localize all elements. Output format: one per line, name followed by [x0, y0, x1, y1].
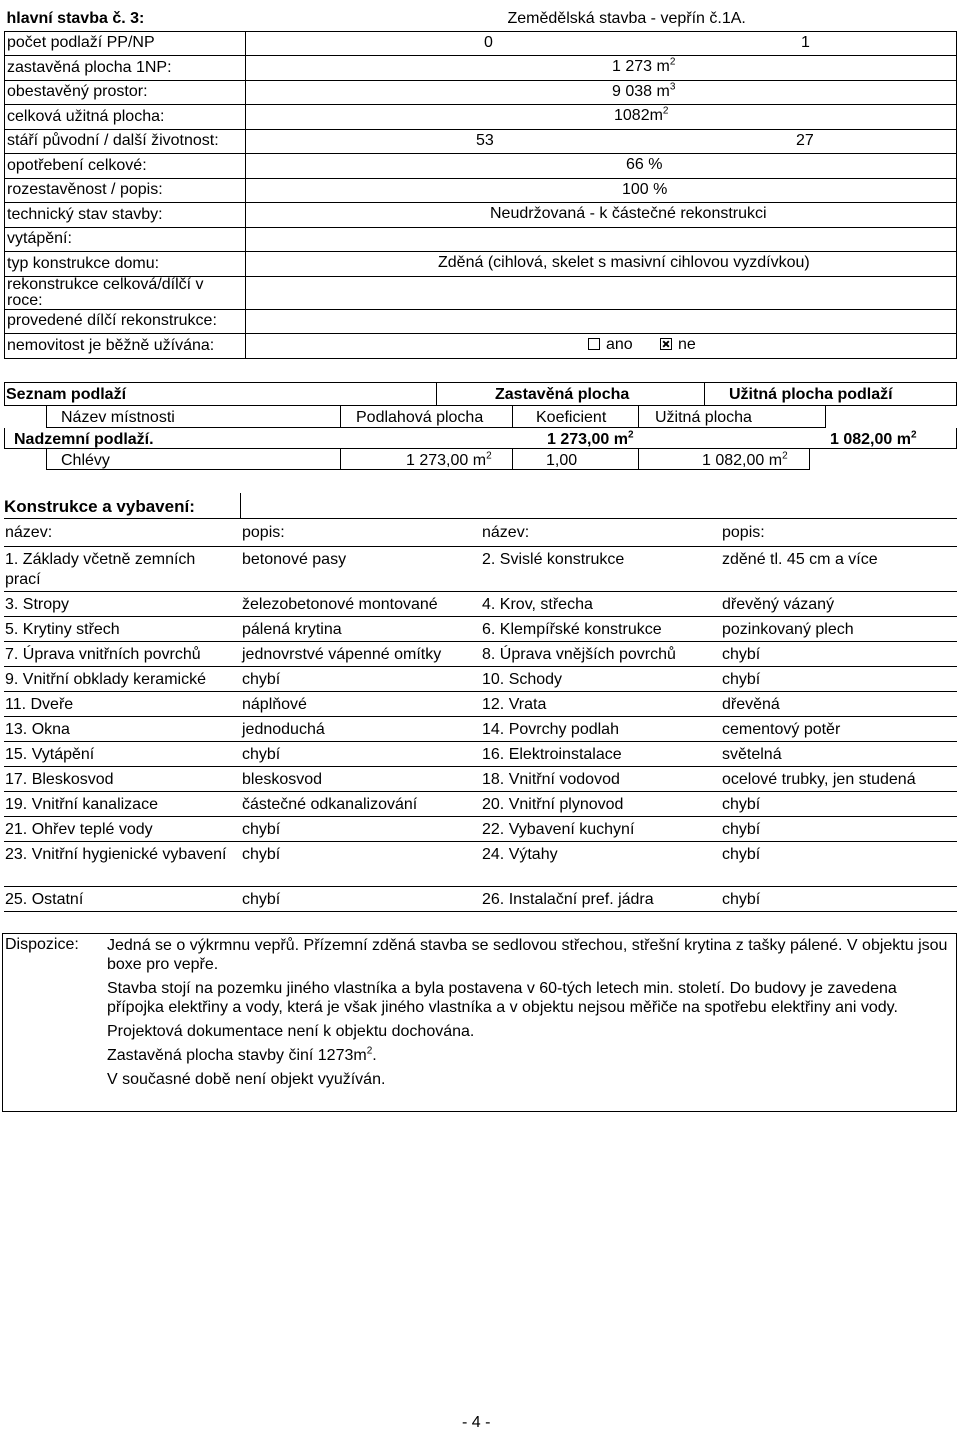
age-value: 53	[476, 131, 494, 149]
condition-label: technický stav stavby:	[5, 203, 246, 228]
construction-name: 24. Výtahy	[482, 846, 558, 863]
volume-value: 9 038 $m^3$	[612, 81, 676, 100]
disposition-p2: Stavba stojí na pozemku jiného vlastníka a byla postavena v 60-tých letech min. století. Do budovy je zavedena přípojka elektřiny a vody, která je však jiného vlastníka a v objektu nejsou měřiče na spotřebu elektřiny ani vody.	[107, 980, 898, 1016]
construction-name: 1. Základy včetně zemních prací	[5, 551, 196, 588]
floors-value-cell	[246, 31, 957, 56]
divider	[340, 449, 341, 470]
inuse-no-option[interactable]: ne	[660, 337, 696, 353]
condition-value: Neudržovaná - k částečné rekonstrukci	[490, 205, 767, 222]
floors-pp: 0	[484, 33, 493, 51]
construction-desc: dřevěný vázaný	[722, 596, 835, 613]
completion-cell	[246, 178, 957, 203]
divider	[240, 493, 241, 519]
construction-name: 20. Vnitřní plynovod	[482, 796, 624, 813]
construction-value: Zděná (cihlová, skelet s masivní cihlovou vyzdívkou)	[438, 254, 810, 271]
disposition-label: Dispozice:	[5, 936, 79, 953]
completion-row	[5, 178, 957, 203]
construction-row	[4, 842, 957, 887]
construction-name: 13. Okna	[5, 721, 70, 738]
construction-desc: světelná	[722, 746, 782, 763]
checkbox-empty-icon	[588, 338, 600, 350]
construction-desc: bleskosvod	[242, 771, 323, 788]
construction-desc: betonové pasy	[242, 551, 347, 568]
construction-desc: náplňové	[242, 696, 307, 713]
divider	[704, 382, 705, 406]
heating-row	[5, 227, 957, 252]
construction-desc: chybí	[722, 821, 761, 838]
inuse-row	[5, 334, 957, 359]
construction-name: 17. Bleskosvod	[5, 771, 114, 788]
construction-label: typ konstrukce domu:	[5, 252, 246, 277]
construction-name: 19. Vnitřní kanalizace	[5, 796, 158, 813]
heating-value	[246, 227, 957, 252]
construction-name: 16. Elektroinstalace	[482, 746, 622, 763]
construction-desc: jednoduchá	[242, 721, 325, 738]
construction-name: 3. Stropy	[5, 596, 70, 613]
floor-builtup: 1 273,00 $m^2$	[547, 429, 634, 448]
floor-name: Nadzemní podlaží.	[14, 431, 154, 448]
construction-desc: částečné odkanalizování	[242, 796, 418, 813]
coef-heading: Koeficient	[536, 409, 607, 426]
name-heading: název:	[482, 524, 530, 541]
divider	[436, 382, 437, 406]
usable-cell	[246, 105, 957, 130]
divider	[638, 449, 639, 470]
age-cell	[246, 129, 957, 154]
usable-label: celková užitná plocha:	[5, 105, 246, 130]
partial-value	[246, 309, 957, 334]
floors-list-heading: Seznam podlaží	[6, 386, 127, 403]
construction-desc: chybí	[242, 846, 281, 863]
construction-desc: chybí	[722, 891, 761, 908]
divider	[638, 405, 639, 428]
page-number: - 4 -	[462, 1414, 491, 1431]
construction-row	[4, 792, 957, 817]
construction-desc: pozinkovaný plech	[722, 621, 854, 638]
disposition-p3: Projektová dokumentace není k objektu dochována.	[107, 1023, 475, 1040]
floor-area-heading: Podlahová plocha	[356, 409, 484, 426]
condition-row	[5, 203, 957, 228]
inuse-label: nemovitost je běžně užívána:	[5, 334, 246, 359]
room-usable: 1 082,00 $m^2$	[702, 450, 788, 469]
divider	[4, 518, 957, 519]
construction-name: 21. Ohřev teplé vody	[5, 821, 153, 838]
building-name-cell	[246, 7, 957, 31]
room-name-heading: Název místnosti	[61, 409, 175, 426]
construction-desc: chybí	[722, 796, 761, 813]
construction-desc: chybí	[242, 821, 281, 838]
construction-desc: železobetonové montované	[242, 596, 438, 613]
construction-desc: zděné tl. 45 cm a více	[722, 551, 878, 568]
constructions-header	[4, 522, 957, 547]
usable-row	[5, 105, 957, 130]
condition-cell	[246, 203, 957, 228]
usable-heading: Užitná plocha podlaží	[729, 386, 893, 403]
construction-name: 6. Klempířské konstrukce	[482, 621, 662, 638]
disposition-p4: Zastavěná plocha stavby činí $1273m^2$.	[107, 1045, 377, 1064]
construction-row	[4, 667, 957, 692]
construction-desc: cementový potěr	[722, 721, 841, 738]
construction-row	[4, 887, 957, 912]
construction-name: 7. Úprava vnitřních povrchů	[5, 646, 201, 663]
construction-name: 14. Povrchy podlah	[482, 721, 619, 738]
construction-name: 8. Úprava vnějších povrchů	[482, 646, 676, 663]
volume-label: obestavěný prostor:	[5, 80, 246, 105]
construction-desc: chybí	[242, 891, 281, 908]
floors-section	[4, 382, 957, 470]
disposition-text	[107, 936, 953, 1094]
builtup-heading: Zastavěná plocha	[495, 386, 630, 403]
construction-name: 2. Svislé konstrukce	[482, 551, 625, 568]
completion-label: rozestavěnost / popis:	[5, 178, 246, 203]
room-coef: 1,00	[546, 452, 578, 469]
construction-desc: chybí	[242, 671, 281, 688]
construction-row	[5, 252, 957, 277]
building-row	[5, 7, 957, 31]
inuse-cell	[246, 334, 957, 359]
reconstruction-label: rekonstrukce celková/dílčí v roce:	[5, 276, 246, 309]
reconstruction-value	[246, 276, 957, 309]
construction-row	[4, 767, 957, 792]
divider	[512, 405, 513, 428]
room-area: 1 273,00 $m^2$	[406, 450, 492, 469]
building-name: Zemědělská stavba - vepřín č.1A.	[507, 10, 746, 27]
construction-name: 12. Vrata	[482, 696, 547, 713]
construction-row	[4, 817, 957, 842]
builtup-cell	[246, 56, 957, 81]
age-label: stáří původní / další životnost:	[5, 129, 246, 154]
construction-row	[4, 717, 957, 742]
builtup-label: zastavěná plocha 1NP:	[5, 56, 246, 81]
construction-row	[4, 742, 957, 767]
room-name: Chlévy	[61, 452, 110, 469]
floor-usable: 1 082,00 $m^2$	[830, 429, 917, 448]
wear-label: opotřebení celkové:	[5, 154, 246, 179]
construction-desc: jednovrstvé vápenné omítky	[242, 646, 442, 663]
building-label: hlavní stavba č. 3:	[5, 7, 246, 31]
wear-row	[5, 154, 957, 179]
reconstruction-row	[5, 276, 957, 309]
construction-desc: chybí	[722, 646, 761, 663]
construction-name: 10. Schody	[482, 671, 563, 688]
wear-value: 66 %	[626, 156, 663, 173]
construction-desc: chybí	[242, 746, 281, 763]
construction-name: 4. Krov, střecha	[482, 596, 593, 613]
construction-name: 25. Ostatní	[5, 891, 84, 908]
construction-cell	[246, 252, 957, 277]
construction-name: 11. Dveře	[5, 696, 74, 713]
construction-name: 26. Instalační pref. jádra	[482, 891, 654, 908]
construction-name: 23. Vnitřní hygienické vybavení	[5, 846, 227, 863]
wear-cell	[246, 154, 957, 179]
builtup-value: 1 273 $m^2$	[612, 56, 676, 75]
construction-name: 15. Vytápění	[5, 746, 95, 763]
volume-row	[5, 80, 957, 105]
partial-row	[5, 309, 957, 334]
construction-row	[4, 617, 957, 642]
disposition-p1: Jedná se o výkrmnu vepřů. Přízemní zděná stavba se sedlovou střechou, střešní krytina z tašky pálené. V objektu jsou boxe pro vepře.	[107, 937, 948, 973]
disposition-box	[2, 933, 957, 1112]
construction-desc: ocelové trubky, jen studená	[722, 771, 916, 788]
construction-name: 22. Vybavení kuchyní	[482, 821, 635, 838]
age-row	[5, 129, 957, 154]
desc-heading: popis:	[722, 524, 765, 541]
completion-value: 100 %	[622, 180, 668, 198]
constructions-title: Konstrukce a vybavení:	[4, 497, 195, 516]
construction-row	[4, 692, 957, 717]
heating-label: vytápění:	[5, 227, 246, 252]
property-table	[4, 7, 957, 359]
builtup-row	[5, 56, 957, 81]
construction-row	[4, 642, 957, 667]
constructions-grid	[4, 522, 957, 912]
desc-heading: popis:	[242, 524, 285, 541]
usable-value: $1082m^2$	[614, 105, 669, 124]
floors-count-row	[5, 31, 957, 56]
construction-desc: chybí	[722, 671, 761, 688]
construction-name: 18. Vnitřní vodovod	[482, 771, 620, 788]
construction-desc: pálená krytina	[242, 621, 342, 638]
divider	[512, 449, 513, 470]
floors-np: 1	[801, 33, 810, 51]
disposition-p5: V současné době není objekt využíván.	[107, 1071, 386, 1088]
construction-row	[4, 592, 957, 617]
volume-cell	[246, 80, 957, 105]
divider	[340, 405, 341, 428]
construction-row	[4, 547, 957, 592]
construction-name: 5. Krytiny střech	[5, 621, 120, 638]
checkbox-checked-icon	[660, 338, 672, 350]
construction-name: 9. Vnitřní obklady keramické	[5, 671, 206, 688]
floors-label: počet podlaží PP/NP	[5, 31, 246, 56]
room-usable-heading: Užitná plocha	[655, 409, 752, 426]
life-value: 27	[796, 131, 814, 149]
name-heading: název:	[5, 524, 53, 541]
construction-desc: chybí	[722, 846, 761, 863]
inuse-yes-option[interactable]: ano	[588, 337, 633, 353]
partial-label: provedené dílčí rekonstrukce:	[5, 309, 246, 334]
construction-desc: dřevěná	[722, 696, 780, 713]
